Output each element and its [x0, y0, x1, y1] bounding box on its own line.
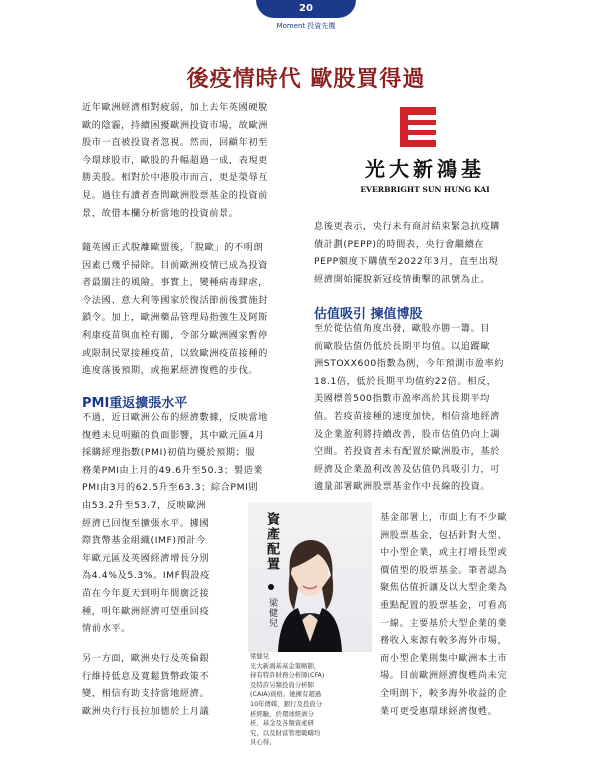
- text-line: 近年歐洲經濟相對疲弱，加上去年英國硬脫: [82, 102, 268, 113]
- title-separator-dot: [268, 584, 274, 590]
- text-line: 進度落後預期，或拖累經濟復甦的步伐。: [82, 365, 259, 377]
- text-line: 值。若疫苗接種的速度加快，相信當地經濟: [314, 410, 500, 422]
- page-number: 20: [299, 3, 313, 14]
- text-line: 苗在今年夏天到明年間廣泛接: [82, 587, 210, 599]
- text-line: 一線。主要基於大型企業的業: [380, 617, 508, 629]
- text-line: 空間。若投資者未有配置於歐洲股市，基於: [314, 446, 500, 458]
- text-line: 另一方面，歐洲央行及英倫銀: [82, 653, 210, 664]
- left-column-intro: [82, 99, 300, 222]
- text-line: 前歐股估值仍低於長期平均值。以追蹤歐: [314, 340, 491, 352]
- logo-english: EVERBRIGHT SUN HUNG KAI: [360, 185, 490, 194]
- text-line: 美國標普500指數市盈率高於其長期平均: [314, 393, 490, 405]
- text-line: PMI由3月的62.5升至63.3；綜合PMI則: [82, 482, 259, 494]
- text-line: 聚焦估值折讓及以大型企業為: [380, 582, 508, 594]
- text-line: 適量部署歐洲股票基金作中長線的投資。: [314, 481, 491, 493]
- logo-chinese: 光大新鴻基: [365, 157, 485, 181]
- text-line: 經濟已回復至擴張水平。據國: [82, 517, 210, 529]
- text-line: 債計劃(PEPP)的時間表，央行會繼續在: [314, 238, 485, 250]
- text-line: 不過，近日歐洲公布的經濟數據，反映當地: [82, 412, 268, 423]
- text-line: 經濟及企業盈利改善及估值仍具吸引力，可: [314, 463, 500, 475]
- text-line: 具心得。: [250, 738, 276, 747]
- text-line: 鎖令。加上，歐洲藥品管理局指強生及阿斯: [82, 312, 268, 324]
- text-line: 基金部署上，市面上有不少歐: [380, 512, 508, 523]
- left-column-policy: [82, 650, 240, 720]
- text-line: 中小型企業，或主打增長型或: [380, 547, 508, 559]
- text-line: 價值型的股票基金。筆者認為: [380, 564, 508, 576]
- left-column-pmi: [82, 409, 300, 497]
- text-line: 年歐元區及英國經濟增長分別: [82, 552, 210, 564]
- author-bio: [250, 652, 372, 748]
- text-line: 務業PMI由上月的49.6升至50.3；製造業: [82, 464, 264, 476]
- text-line: 梁健兒: [250, 652, 270, 660]
- heading-valuation: 估值吸引 揀值博股: [314, 307, 423, 322]
- text-line: PEPP額度下購債至2022年3月，直至出現: [314, 256, 499, 268]
- text-line: 或限制民眾接種疫苗，以致歐洲疫苗接種的: [82, 347, 268, 359]
- text-line: 及企業盈利將持續改善，股市估值仍向上調: [314, 428, 500, 440]
- text-line: 持有特許財務分析師(CFA): [250, 671, 325, 680]
- text-line: 務收入來源有較多海外市場，: [380, 635, 508, 647]
- text-line: 業可更受惠環球經濟復甦。: [380, 705, 498, 717]
- text-line: 採購經理指數(PMI)初值均優於預期；服: [82, 447, 256, 459]
- text-line: 今環球股市，歐股的升幅超過一成，表現更: [82, 154, 268, 166]
- text-line: (CAIA)資格。她擁有超過: [250, 690, 322, 699]
- section-label: Moment 投資先機: [276, 22, 336, 30]
- text-line: 復甦未見明顯的負面影響，其中歐元區4月: [82, 429, 265, 441]
- right-column-valuation: [314, 320, 528, 496]
- left-column-risk: [82, 239, 300, 380]
- text-line: 至於從估值角度出發，歐股亦勝一籌。目: [314, 323, 491, 334]
- text-line: 隨英國正式脫離歐盟後，「脫歐」的不明朗: [82, 242, 264, 253]
- text-line: 者最關注的風險。事實上，變種病毒肆虐，: [82, 277, 268, 289]
- text-line: 場。目前歐洲經濟復甦尚未完: [380, 670, 508, 682]
- text-line: 為4.4%及5.3%。IMF假設疫: [82, 570, 210, 582]
- text-line: 洲股票基金，包括針對大型、: [380, 529, 508, 541]
- right-column-funds: [380, 509, 528, 720]
- page-title: 後疫情時代 歐股買得過: [186, 67, 426, 92]
- author-name: 梁健兒: [267, 598, 277, 628]
- text-line: 歐洲央行行長拉加德於上月議: [82, 705, 210, 717]
- text-line: 析經驗，於環球經濟分: [250, 709, 314, 718]
- text-line: 變，相信有助支持當地經濟。: [82, 688, 210, 700]
- everbright-logo-icon: [400, 107, 436, 147]
- author-column-title: 資產配置: [264, 512, 279, 572]
- right-column-pepp: [314, 218, 528, 288]
- text-line: 經濟開始擺脫新冠疫情衝擊的訊號為止。: [314, 273, 491, 285]
- text-line: 而小型企業則集中歐洲本土市: [380, 652, 508, 664]
- text-line: 究，以及財富管理範疇均: [250, 728, 321, 737]
- text-line: 因素已幾乎掃除。目前歐洲疫情已成為投資: [82, 259, 268, 271]
- text-line: 行維持低息及寬鬆貨幣政策不: [82, 670, 210, 682]
- text-line: 景，故借本欄分析當地的投資前景。: [82, 207, 239, 219]
- text-line: 全明朗下，較多海外收益的企: [380, 687, 508, 699]
- text-line: 歐的陰霾，持續困擾歐洲投資市場，故歐洲: [82, 119, 268, 131]
- text-line: 勝美股。相對於中港股市而言，更是榮辱互: [82, 172, 268, 184]
- text-line: 利康疫苗與血栓有關，令部分歐洲國家暫停: [82, 329, 268, 341]
- text-line: 種，明年歐洲經濟可望重回疫: [82, 605, 210, 617]
- company-logo: [340, 107, 510, 199]
- text-line: 股市一直被投資者忽視。然而，回顧年初至: [82, 137, 268, 149]
- text-line: 洲STOXX600指數為例，今年預測市盈率約: [314, 358, 505, 370]
- text-line: 見。過往有讀者查問歐洲股票基金的投資前: [82, 189, 268, 201]
- text-line: 情前水平。: [82, 623, 131, 635]
- text-line: 令法國、意大利等國家於復活節前後實施封: [82, 294, 268, 306]
- text-line: 18.1倍，低於長期平均值約22倍。相反，: [314, 375, 497, 387]
- text-line: 息後更表示，央行未有商討結束緊急抗疫購: [314, 221, 500, 232]
- left-column-pmi-cont: [82, 497, 240, 638]
- heading-pmi: PMI重返擴張水平: [82, 396, 188, 411]
- text-line: 及特許另類投資分析師: [250, 680, 314, 689]
- text-line: 由53.2升至53.7，反映歐洲: [82, 500, 207, 511]
- text-line: 重點配置的股票基金，可看高: [380, 599, 508, 611]
- text-line: 10年傳媒、銀行及投資分: [250, 699, 323, 708]
- text-line: 光大新鴻基基金策略師，: [250, 661, 321, 670]
- text-line: 際貨幣基金組織(IMF)預計今: [82, 535, 206, 547]
- text-line: 析、基金及各類資產研: [250, 719, 314, 728]
